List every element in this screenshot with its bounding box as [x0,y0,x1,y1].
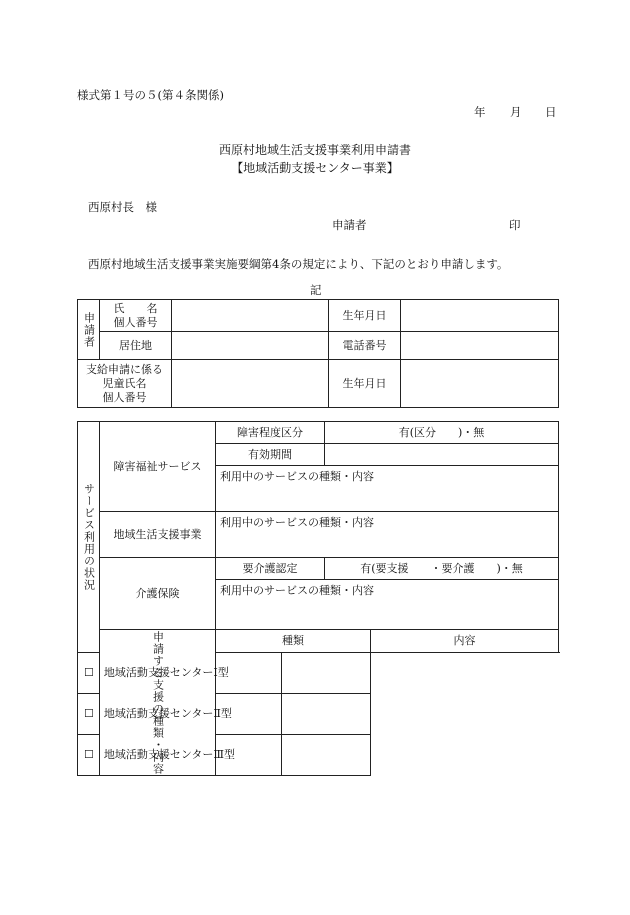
checkbox-icon[interactable]: ☐ [84,707,94,720]
care-insurance-content[interactable]: 利用中のサービスの種類・内容 [216,580,559,630]
seal-mark: 印 [509,218,521,232]
valid-period-label: 有効期間 [216,444,325,466]
date-year: 年 [474,105,486,119]
phone-field[interactable] [401,332,559,360]
type-header: 種類 [216,630,371,653]
address-field[interactable] [172,332,329,360]
date-month: 月 [510,105,522,119]
name-field[interactable] [172,300,329,332]
birth-label: 生年月日 [329,300,401,332]
disability-level-label: 障害程度区分 [216,422,325,444]
community-support-label: 地域生活支援事業 [100,512,216,558]
apply-type-vertical-label: 申請する支援の種類・内容 [100,630,216,776]
child-birth-field[interactable] [401,360,559,408]
care-insurance-label: 介護保険 [100,558,216,630]
welfare-service-content[interactable]: 利用中のサービスの種類・内容 [216,466,559,512]
ki-mark: 記 [310,283,322,297]
birth-field[interactable] [401,300,559,332]
child-field[interactable] [172,360,329,408]
form-number: 様式第１号の５(第４条関係) [77,88,224,102]
disability-level-value[interactable]: 有(区分 )・無 [325,422,559,444]
addressee: 西原村長 様 [88,200,157,214]
content-header: 内容 [371,630,559,653]
checkbox-icon[interactable]: ☐ [84,748,94,761]
option-type-1[interactable] [78,653,282,694]
option-type-2[interactable] [78,694,282,735]
phone-label: 電話番号 [329,332,401,360]
option-label: 地域活動支援センターⅢ型 [103,748,236,761]
option-content-3[interactable] [282,735,371,776]
option-content-2[interactable] [282,694,371,735]
applicant-table [77,299,559,408]
document-subtitle: 【地域活動支援センター事業】 [231,161,399,175]
document-title: 西原村地域生活支援事業利用申請書 [218,143,411,157]
applicant-label: 申請者 [332,218,367,232]
option-label: 地域活動支援センターⅡ型 [103,707,232,720]
valid-period-field[interactable] [325,444,559,466]
checkbox-icon[interactable]: ☐ [84,666,94,679]
name-label: 氏 名 個人番号 [100,300,172,332]
date-day: 日 [545,105,557,119]
address-label: 居住地 [100,332,172,360]
care-cert-value[interactable]: 有(要支援 ・要介護 )・無 [325,558,559,580]
service-status-vertical-label: サービス利用の状況 [78,422,100,653]
care-cert-label: 要介護認定 [216,558,325,580]
option-content-1[interactable] [282,653,371,694]
option-label: 地域活動支援センターⅠ型 [103,666,229,679]
welfare-service-label: 障害福祉サービス [100,422,216,512]
body-text: 西原村地域生活支援事業実施要綱第4条の規定により、下記のとおり申請します。 [88,257,509,271]
applicant-vertical-label: 申請者 [78,300,100,360]
child-birth-label: 生年月日 [329,360,401,408]
child-label: 支給申請に係る 児童氏名 個人番号 [78,360,172,408]
community-support-content[interactable]: 利用中のサービスの種類・内容 [216,512,559,558]
option-type-3[interactable] [78,735,282,776]
service-table [77,421,559,776]
